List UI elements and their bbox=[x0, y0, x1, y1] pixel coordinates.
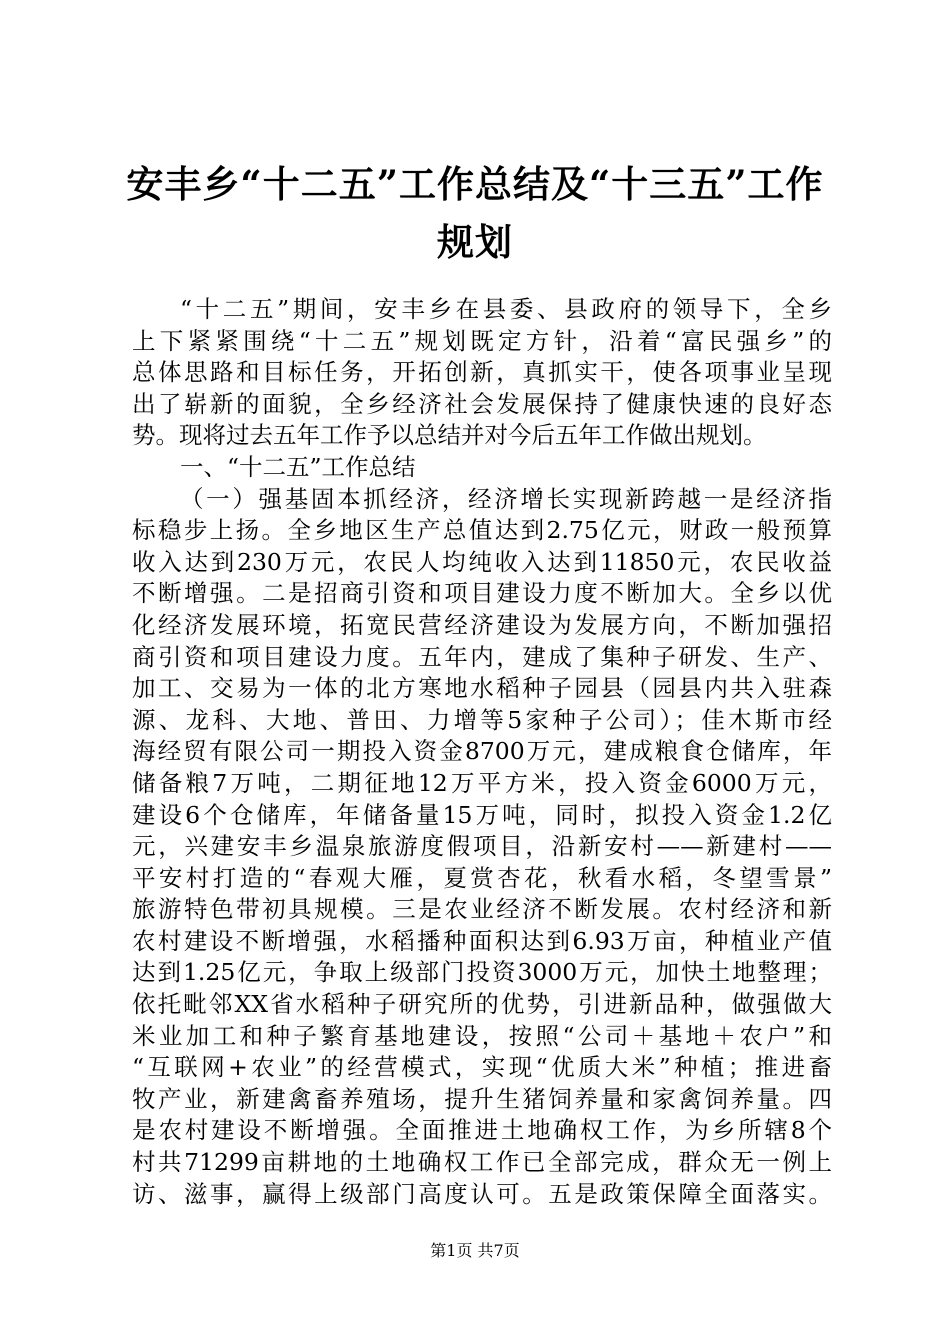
body-line: 出了崭新的面貌，全乡经济社会发展保持了健康快速的良好态 bbox=[132, 389, 832, 418]
body-line: 旅游特色带初具规模。三是农业经济不断发展。农村经济和新 bbox=[132, 895, 832, 924]
page-footer: 第1页 共7页 bbox=[430, 1241, 520, 1260]
body-line: 储备粮7万吨，二期征地12万平方米，投入资金6000万元， bbox=[132, 768, 832, 797]
body-line: 源、龙科、大地、普田、力增等5家种子公司）；佳木斯市经 bbox=[132, 705, 832, 734]
document-body bbox=[132, 294, 832, 1210]
body-line: 加工、交易为一体的北方寒地水稻种子园县（园县内共入驻森 bbox=[132, 674, 832, 703]
body-line: “互联网+农业”的经营模式，实现“优质大米”种植；推进畜 bbox=[132, 1053, 832, 1082]
body-line: 商引资和项目建设力度。五年内，建成了集种子研发、生产、 bbox=[132, 642, 832, 671]
body-line: 农村建设不断增强，水稻播种面积达到6.93万亩，种植业产值 bbox=[132, 926, 832, 955]
body-line: 化经济发展环境，拓宽民营经济建设为发展方向，不断加强招 bbox=[132, 610, 832, 639]
body-line: 牧产业，新建禽畜养殖场，提升生猪饲养量和家禽饲养量。四 bbox=[132, 1084, 832, 1113]
body-line: 海经贸有限公司一期投入资金8700万元，建成粮食仓储库，年 bbox=[132, 737, 832, 766]
body-line: 不断增强。二是招商引资和项目建设力度不断加大。全乡以优 bbox=[132, 579, 832, 608]
body-line: 米业加工和种子繁育基地建设，按照“公司＋基地＋农户”和 bbox=[132, 1021, 832, 1050]
body-line: （一）强基固本抓经济，经济增长实现新跨越一是经济指 bbox=[180, 484, 832, 513]
body-line: 总体思路和目标任务，开拓创新，真抓实干，使各项事业呈现 bbox=[132, 358, 832, 387]
body-line: “十二五”期间，安丰乡在县委、县政府的领导下，全乡 bbox=[180, 295, 832, 323]
body-line: 是农村建设不断增强。全面推进土地确权工作，为乡所辖8个 bbox=[132, 1116, 832, 1145]
body-line: 依托毗邻XX省水稻种子研究所的优势，引进新品种，做强做大 bbox=[132, 990, 832, 1019]
body-line: 达到1.25亿元，争取上级部门投资3000万元，加快土地整理； bbox=[132, 958, 832, 987]
body-line: 平安村打造的“春观大雁，夏赏杏花，秋看水稻，冬望雪景” bbox=[132, 863, 832, 892]
body-line: 收入达到230万元，农民人均纯收入达到11850元，农民收益 bbox=[132, 547, 832, 576]
body-line: 访、滋事，赢得上级部门高度认可。五是政策保障全面落实。 bbox=[132, 1179, 832, 1208]
document-title-line-2: 规划 bbox=[437, 220, 513, 264]
body-line: 元，兴建安丰乡温泉旅游度假项目，沿新安村——新建村—— bbox=[132, 832, 832, 861]
body-line: 一、“十二五”工作总结 bbox=[180, 452, 416, 481]
body-line: 建设6个仓储库，年储备量15万吨，同时，拟投入资金1.2亿 bbox=[132, 800, 832, 829]
body-line: 村共71299亩耕地的土地确权工作已全部完成，群众无一例上 bbox=[132, 1148, 832, 1177]
document-title-line-1: 安丰乡“十二五”工作总结及“十三五”工作 bbox=[126, 162, 824, 206]
body-line: 势。现将过去五年工作予以总结并对今后五年工作做出规划。 bbox=[132, 421, 767, 450]
body-line: 标稳步上扬。全乡地区生产总值达到2.75亿元，财政一般预算 bbox=[132, 516, 832, 545]
body-line: 上下紧紧围绕“十二五”规划既定方针，沿着“富民强乡”的 bbox=[132, 326, 832, 355]
